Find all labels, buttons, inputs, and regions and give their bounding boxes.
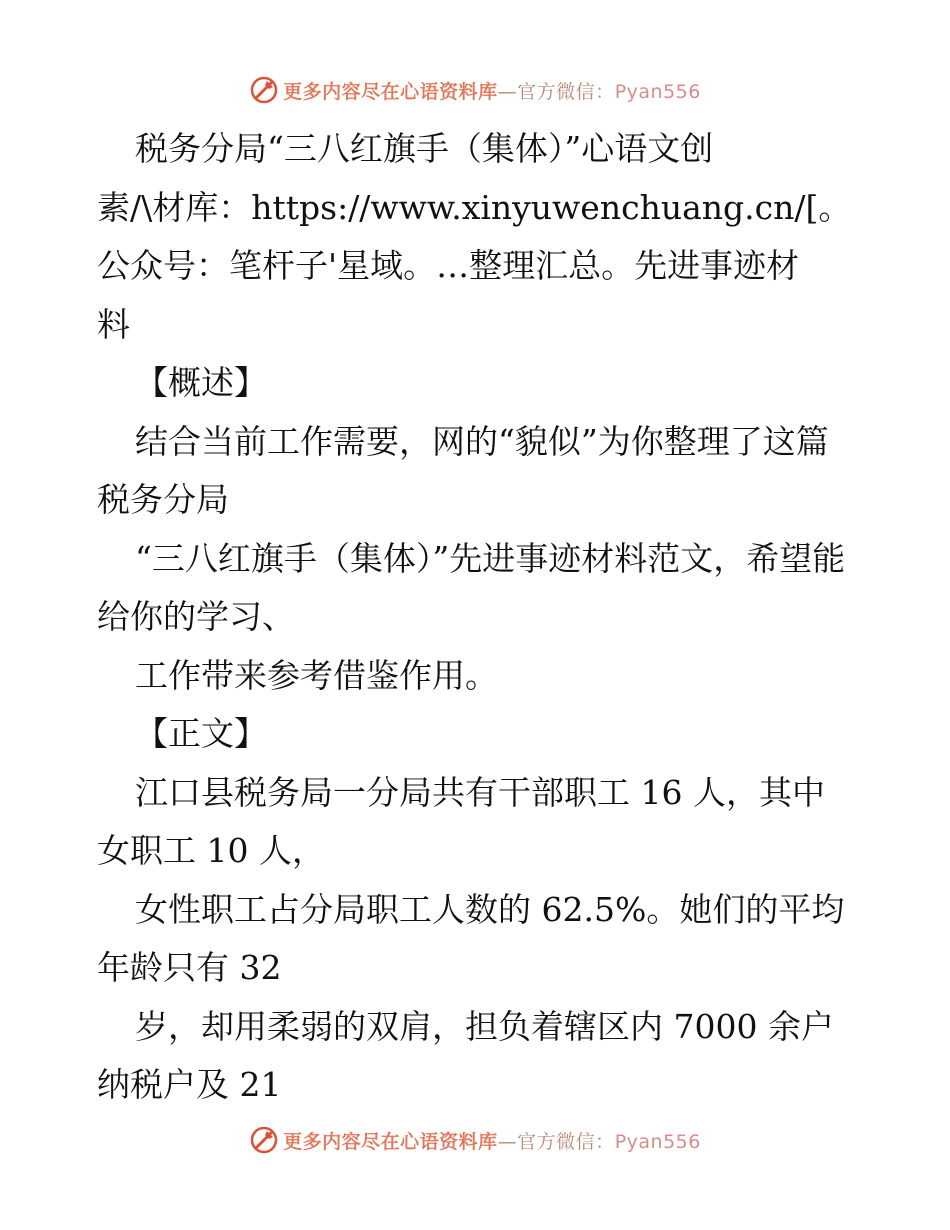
xinyu-logo-icon [249, 75, 279, 105]
body-paragraph-2: 女性职工占分局职工人数的 62.5%。她们的平均年龄只有 32 [97, 889, 845, 987]
doc-wechat-line: 公众号：笔杆子'星域。…整理汇总。先进事迹材 [97, 246, 800, 285]
doc-source-line [97, 179, 857, 238]
header-watermark-banner [0, 70, 950, 110]
banner-dash: — [497, 80, 518, 103]
document-body [97, 120, 857, 1115]
doc-source-text: 素/\材库：https://www.xinyuwenchuang.cn/[。 [97, 187, 852, 227]
banner-sub-text: 官方微信： [517, 1130, 615, 1153]
banner-main-text: 更多内容尽在心语资料库 [283, 1130, 498, 1153]
body-paragraph-1: 江口县税务局一分局共有干部职工 16 人，其中女职工 10 人， [97, 772, 825, 870]
overview-paragraph-1: 结合当前工作需要，网的“貌似”为你整理了这篇税务分局 [97, 421, 829, 519]
banner-sub-text: 官方微信： [517, 80, 615, 103]
overview-heading: 【概述】 [135, 363, 267, 402]
overview-paragraph-3: 工作带来参考借鉴作用。 [135, 655, 498, 695]
body-heading: 【正文】 [135, 714, 267, 753]
banner-main-text: 更多内容尽在心语资料库 [283, 80, 498, 103]
banner-wechat-id: Pyan556 [614, 80, 701, 103]
doc-title-line: 税务分局“三八红旗手（集体）”心语文创 [135, 129, 714, 168]
overview-paragraph-2: “三八红旗手（集体）”先进事迹材料范文，希望能给你的学习、 [97, 538, 846, 636]
banner-text [283, 77, 701, 104]
body-paragraph-3: 岁，却用柔弱的双肩，担负着辖区内 7000 余户纳税户及 21 [97, 1006, 834, 1104]
banner-text [283, 1127, 701, 1154]
footer-watermark-banner [0, 1120, 950, 1160]
xinyu-logo-icon [249, 1125, 279, 1155]
doc-title-tail: 料 [97, 304, 130, 344]
banner-dash: — [497, 1130, 518, 1153]
banner-wechat-id: Pyan556 [614, 1130, 701, 1153]
